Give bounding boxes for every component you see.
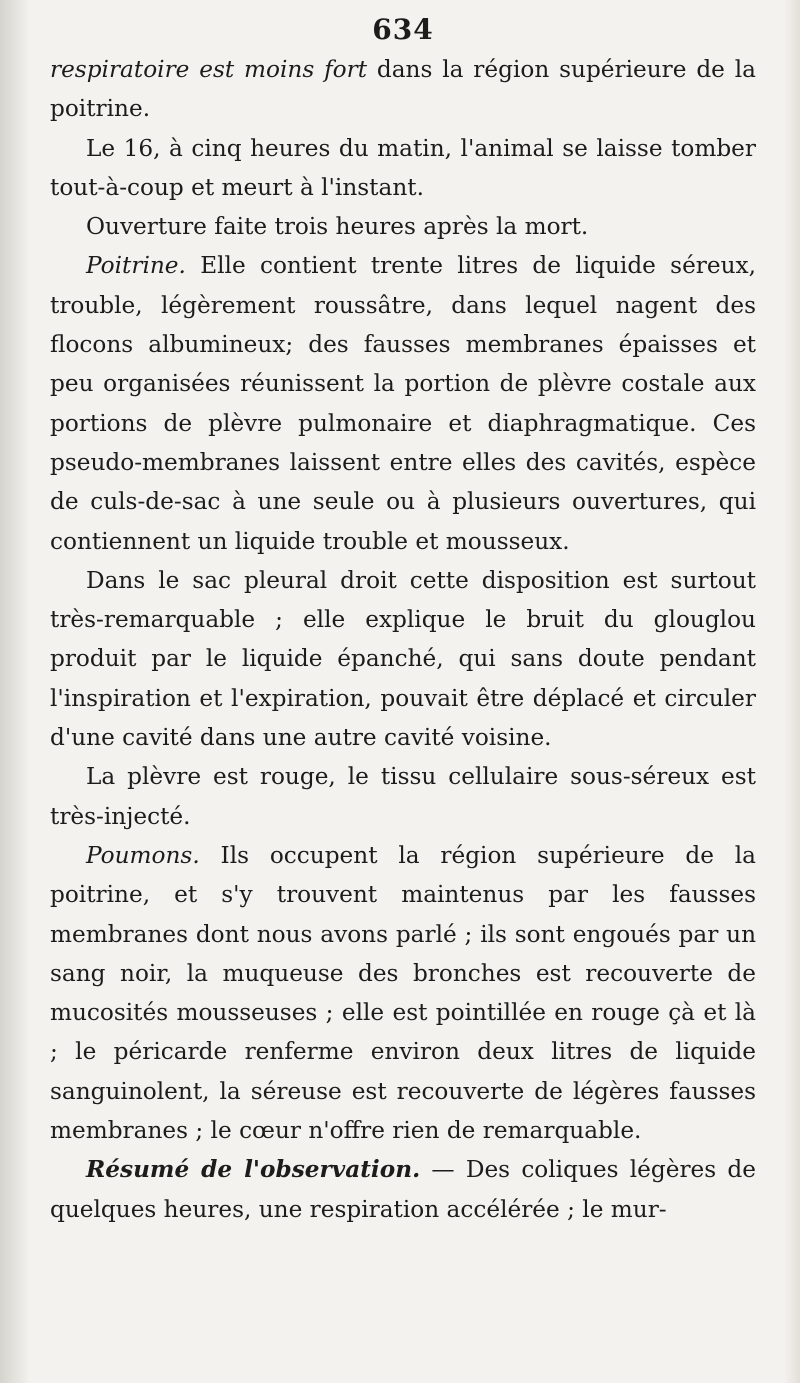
paragraph-autopsy: Ouverture faite trois heures après la mort. xyxy=(86,213,589,241)
paragraph-text: dans la région supérieure de la poitrine. xyxy=(50,56,756,123)
paragraph-text: Ils occupent la région supérieure de la poitrine, et s'y trouvent maintenus par les fausses membranes dont nous avons parlé ; ils sont engoués par un sang noir, la muqueuse des bronches est recouverte de mucosités mousseuses ; elle est pointillée en rouge çà et là ; le péricarde renferme environ deux litres de liquide sanguinolent, la séreuse est recouverte de légères fausses membranes ; le cœur n'offre rien de remarquable. xyxy=(50,841,756,1145)
paragraph-text: — Des coliques légères de quelques heures, une respiration accélérée ; le mur- xyxy=(50,1156,756,1223)
paragraph-plevre: La plèvre est rouge, le tissu cellulaire sous-séreux est très-injecté. xyxy=(50,763,756,830)
paragraph-text: Elle contient trente litres de liquide séreux, trouble, légèrement roussâtre, dans lequel nagent des flocons albumineux; des fausses membranes épaisses et peu organisées réunissent la portion de plèvre costale aux portions de plèvre pulmonaire et diaphragmatique. Ces pseudo-membranes laissent entre elles des cavités, espèce de culs-de-sac à une seule ou à plusieurs ouvertures, qui contiennent un liquide trouble et mousseux. xyxy=(50,252,756,555)
paragraph-poitrine xyxy=(50,246,756,560)
paragraph-death: Le 16, à cinq heures du matin, l'animal se laisse tomber tout-à-coup et meurt à l'instant. xyxy=(50,134,756,201)
paragraph-sac-pleural: Dans le sac pleural droit cette disposition est surtout très-remarquable ; elle explique le bruit du glouglou produit par le liquide épanché, qui sans doute pendant l'inspiration et l'expiration, pouvait être déplacé et circuler d'une cavité dans une autre cavité voisine. xyxy=(50,566,756,752)
section-heading-poumons: Poumons. xyxy=(86,841,200,869)
section-heading-resume: Résumé de l'observation. xyxy=(86,1156,421,1184)
italic-lead: respiratoire est moins fort xyxy=(50,56,368,83)
paragraph-continuation xyxy=(50,50,756,129)
section-heading-poitrine: Poitrine. xyxy=(86,252,186,280)
page-number: 634 xyxy=(372,13,434,46)
paragraph-poumons xyxy=(50,836,756,1150)
paragraph-resume xyxy=(50,1150,756,1229)
page-body xyxy=(50,50,756,1229)
